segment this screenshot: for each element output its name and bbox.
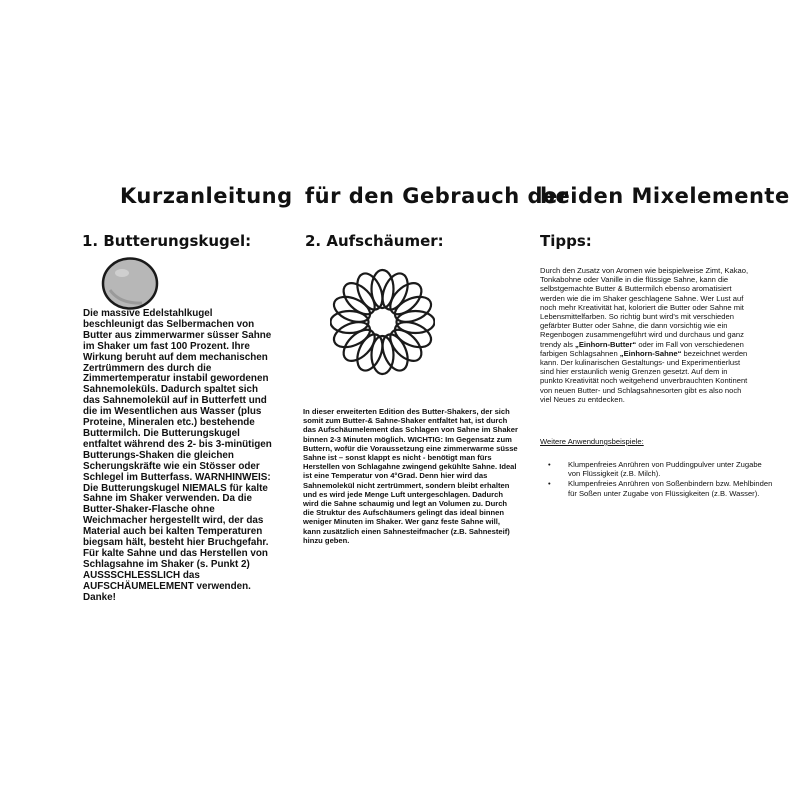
title-part-2: für den Gebrauch der — [305, 184, 569, 208]
section-2-heading: 2. Aufschäumer: — [305, 232, 444, 250]
section-2-body: In dieser erweiterten Edition des Butter-Shakers, der sich somit zum Butter-& Sahne-Shaker entfaltet hat, ist durch das Aufschäumelement das Schlagen von Sahne im Shaker binnen 2-3 Minuten möglich. WICHTIG: Im Gegensatz zum Buttern, wofür die Voraussetzung eine zimmerwarme süsse Sahne ist – sonst klappt es nicht - benötigt man fürs Herstellen von Schlagahne zwingend gekühlte Sahne. Ideal ist eine Temperatur von 4°Grad. Denn hier wird das Sahnemolekül nicht zertrümmert, sondern bleibt erhalten und es wird jede Menge Luft untergeschlagen. Dadurch wird die Sahne schaumig und legt an Volumen zu. Durch die Struktur des Aufschäumers gelingt das ideal binnen weniger Minuten im Shaker. Wer ganz feste Sahne will, kann zusätzlich einen Sahnesteifmacher (z.B. Sahnesteif) hinzu geben. — [303, 407, 518, 545]
section-3-heading: Tipps: — [540, 232, 592, 250]
list-item: • Klumpenfreies Anrühren von Soßenbindern bzw. Mehlbinden für Soßen unter Zugabe von Flüssigkeiten (z.B. Wasser). — [568, 479, 773, 497]
title-part-1: Kurzanleitung — [120, 184, 293, 208]
section-1-text: Die massive Edelstahlkugel beschleunigt das Selbermachen von Butter aus zimmerwarmer süsser Sahne im Shaker um fast 100 Prozent. Ihre Wirkung beruht auf dem mechanischen Zertrümmern des durch die Zimmertemperatur instabil gewordenen Sahnemoleküls. Dadurch spaltet sich das Sahnemolekül auf in Butterfett und die im Wesentlichen aus Wasser (plus Proteine, Mineralen etc.) bestehende Buttermilch. Die Butterungskugel entfaltet während des 2- bis 3-minütigen Butterungs-Shaken die gleichen Scherungskräfte wie ein Stösser oder Schlegel im Butterfass. — [83, 308, 272, 483]
whisk-loop — [352, 270, 387, 314]
section-1-body — [83, 309, 273, 603]
section-1-warning: WARNHINWEIS: Die Butterungskugel NIEMALS für kalte Sahne im Shaker verwenden. Da die Butter-Shaker-Flasche ohne Weichmacher hergestellt wird, der das Material auch bei kalten Temperaturen biegsam hält, besteht hier Bruchgefahr. Für kalte Sahne und das Herstellen von Schlagsahne im Shaker (s. Punkt 2) AUSSSCHLESSLICH das AUFSCHÄUMELEMENT verwenden. Danke! — [83, 471, 271, 603]
section-3-subheading: Weitere Anwendungsbeispiele: — [540, 437, 644, 446]
whisk-spring-icon — [330, 268, 435, 376]
whisk-loop — [391, 317, 435, 352]
title-part-3: beiden Mixelemente — [540, 184, 790, 208]
section-3-body — [540, 266, 750, 404]
whisk-loop — [330, 317, 374, 352]
whisk-loop — [330, 292, 374, 327]
tips-text-c: bezeichnet werden kann. Der kulinarischen Gestaltungs- und Experimentierlust sind hier erstaunlich wenig Grenzen gesetzt. Auf dem in punkto Kreativität noch weitgehend unverbrauchten Kontinent von neuen Butter- und Schlagsahnesorten gibt es also noch viel Neues zu entdecken. — [540, 348, 748, 404]
usage-list — [568, 460, 773, 499]
whisk-loop — [378, 331, 413, 375]
tips-bold-b: „Einhorn-Sahne“ — [619, 348, 682, 358]
whisk-loop — [378, 270, 413, 314]
whisk-loop — [391, 292, 435, 327]
section-1-heading: 1. Butterungskugel: — [82, 232, 252, 250]
tips-text-a: Durch den Zusatz von Aromen wie beispielweise Zimt, Kakao, Tonkabohne oder Vanille in die flüssige Sahne, kann die selbstgemachte Butter & Buttermilch ebenso aromatisiert werden wie die im Shaker geschlagene Sahne. Wer Lust auf noch mehr Kreativität hat, koloriert die Butter oder Sahne mit Lebensmittelfarben. So richtig bunt wird's mit verschieden gefärbter Butter oder Sahne, die dann vorsichtig wie ein Regenbogen zusammengeführt wird und durchaus und ganz trendy als — [540, 266, 749, 349]
list-item: • Klumpenfreies Anrühren von Puddingpulver unter Zugabe von Flüssigkeit (z.B. Milch). — [568, 460, 773, 478]
metal-ball-icon — [100, 256, 160, 311]
tips-bold-a: „Einhorn-Butter“ — [575, 339, 637, 349]
whisk-loop — [352, 331, 387, 375]
tips-text-b: oder im Fall von verschiedenen farbigen Schlagsahnen — [540, 339, 744, 358]
